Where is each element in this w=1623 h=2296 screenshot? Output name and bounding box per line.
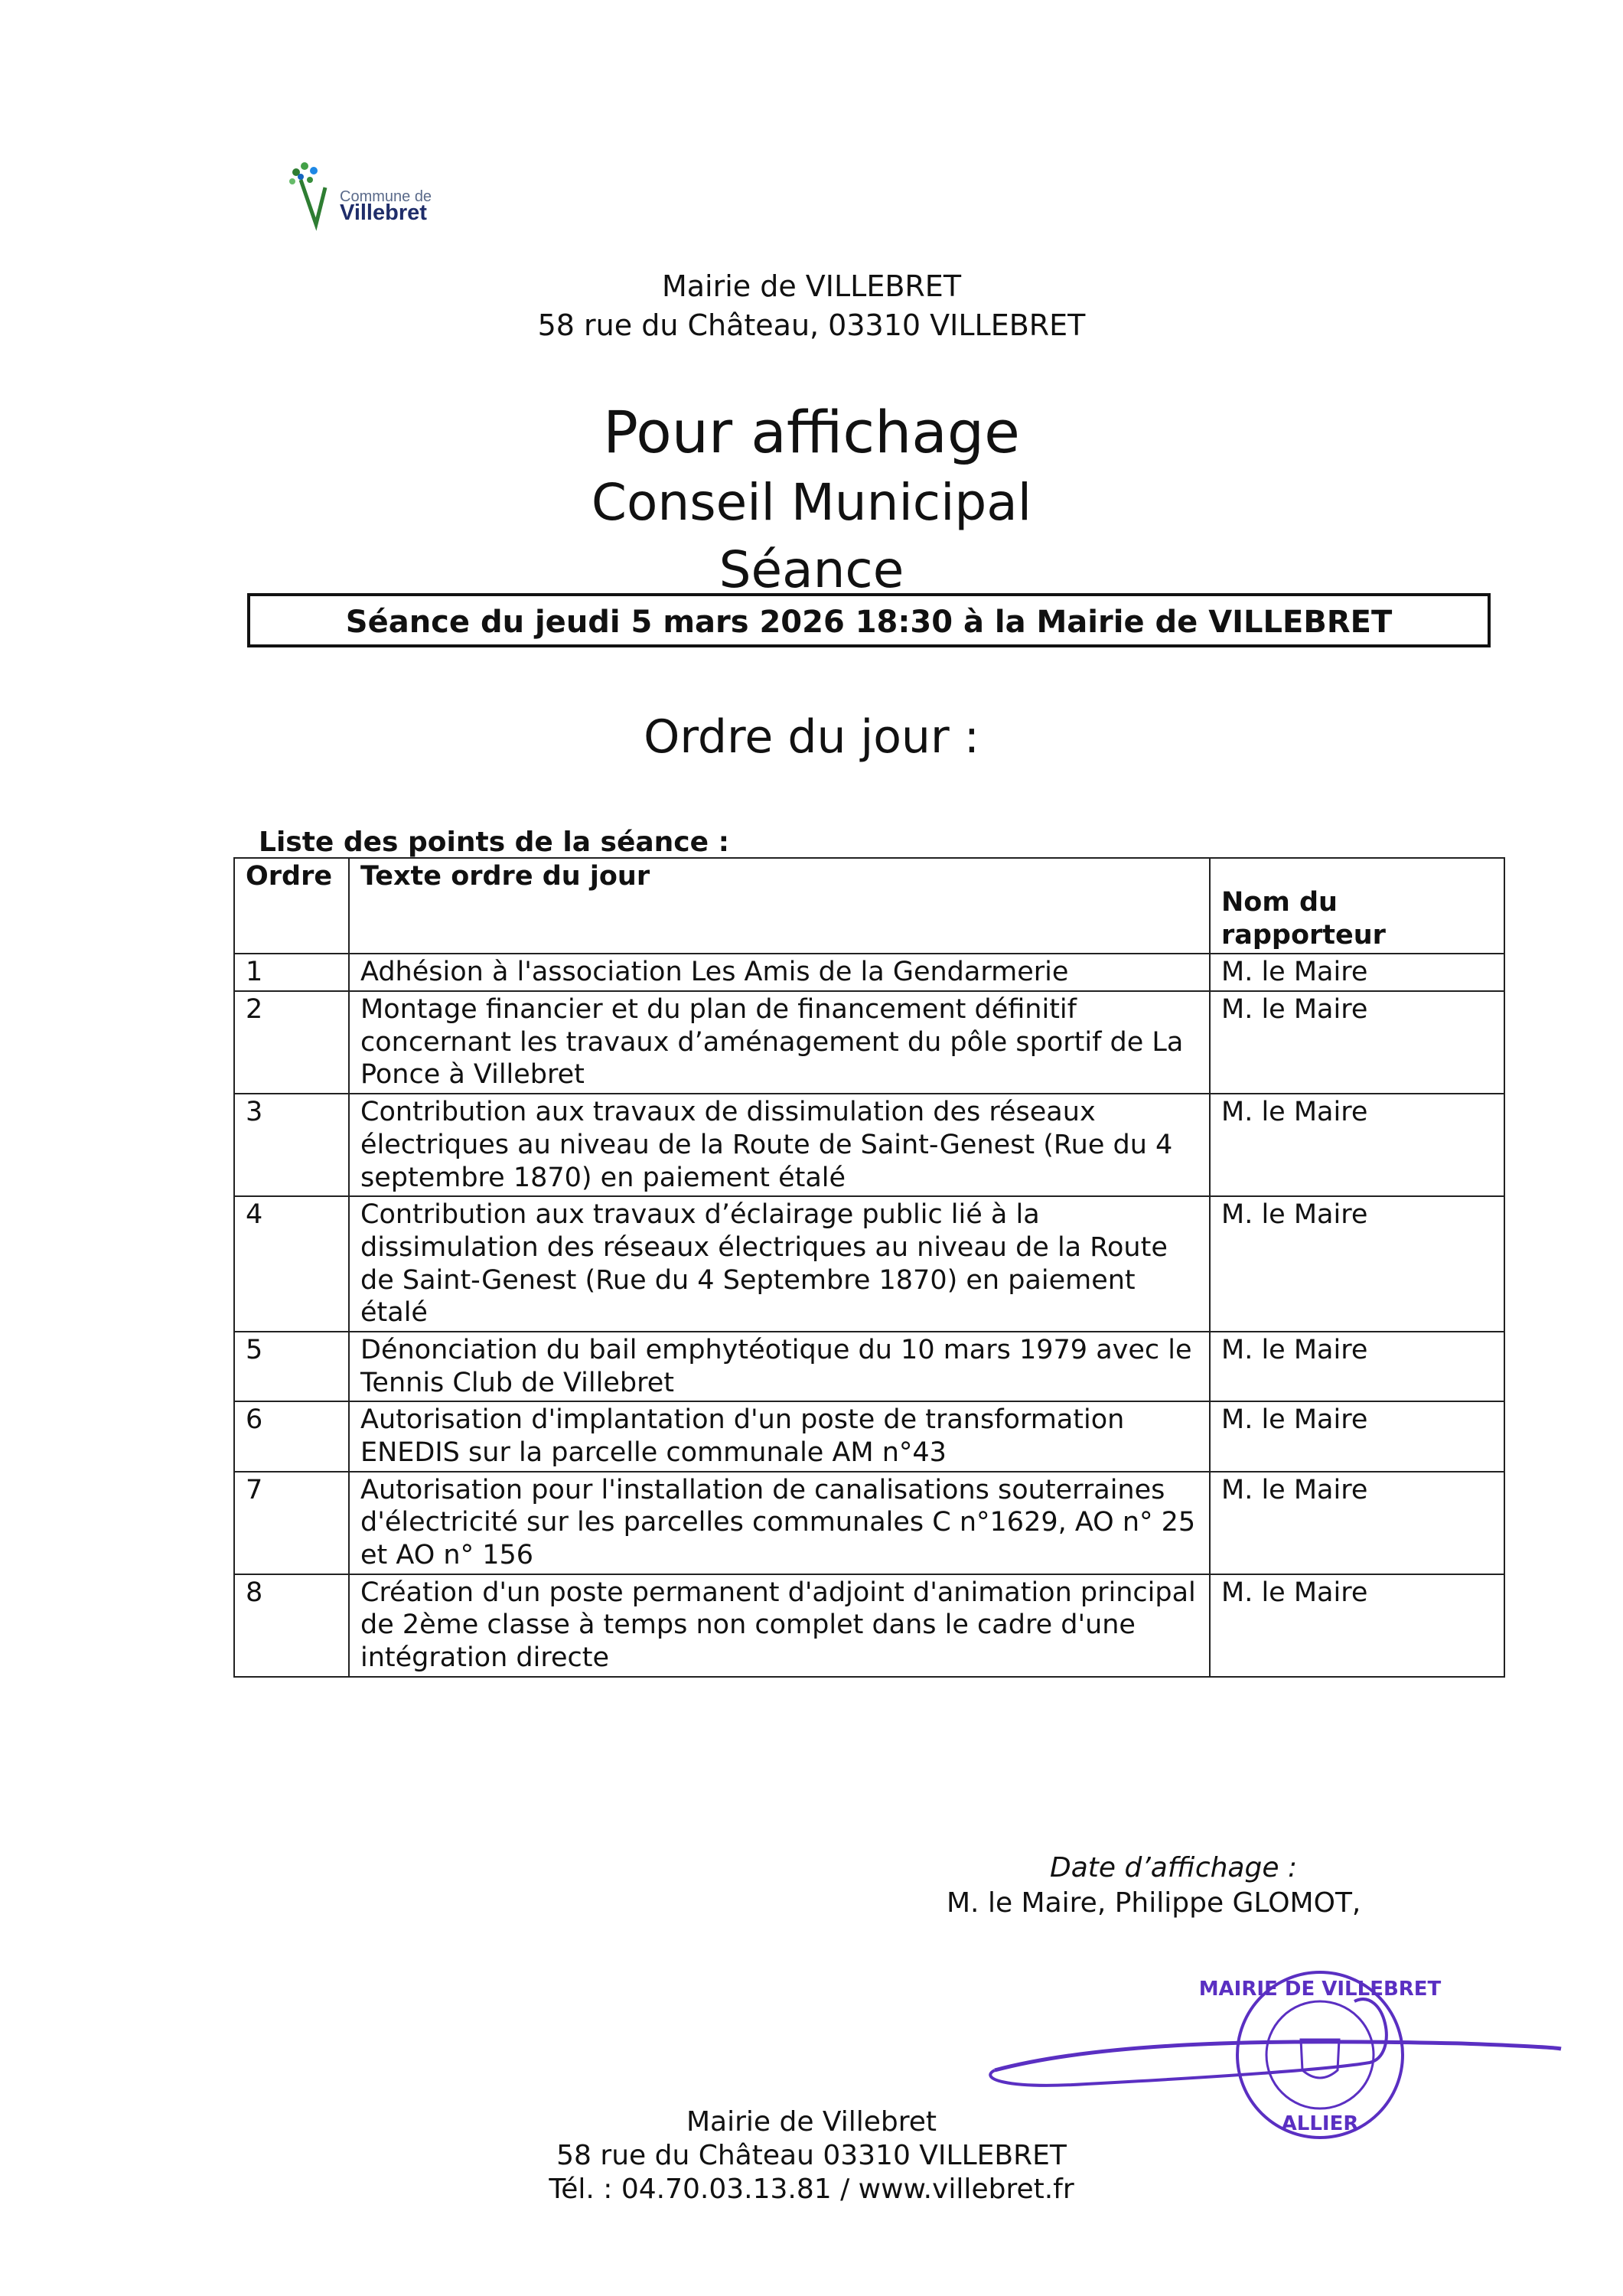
- logo-commune-name: Villebret: [340, 201, 427, 225]
- footer-contact: Tél. : 04.70.03.13.81 / www.villebret.fr: [549, 2174, 1074, 2205]
- signature-stroke: [995, 2042, 1561, 2070]
- row-text: Montage financier et du plan de financement définitif concernant les travaux d’aménagement du pôle sportif de La Ponce à Villebret: [349, 991, 1210, 1094]
- stamp-inner-ring: [1266, 2001, 1374, 2108]
- header-rapporteur: Nom du rapporteur: [1210, 858, 1504, 954]
- maire-signature-name: M. le Maire, Philippe GLOMOT,: [947, 1887, 1361, 1919]
- row-text: Adhésion à l'association Les Amis de la Gendarmerie: [349, 954, 1210, 991]
- table-row: [234, 1472, 1504, 1574]
- title-conseil: Conseil Municipal: [591, 473, 1032, 532]
- header-mairie: Mairie de VILLEBRET: [661, 269, 962, 303]
- seance-details: Séance du jeudi 5 mars 2026 18:30 à la Mairie de VILLEBRET: [345, 605, 1393, 640]
- date-affichage-label: Date d’affichage :: [1050, 1852, 1298, 1883]
- footer-address: 58 rue du Château 03310 VILLEBRET: [556, 2140, 1067, 2171]
- row-text: Dénonciation du bail emphytéotique du 10 mars 1979 avec le Tennis Club de Villebret: [349, 1332, 1210, 1401]
- table-header-row: [234, 858, 1504, 954]
- table-row: [234, 991, 1504, 1094]
- table-row: [234, 1332, 1504, 1401]
- crest-shape: [1301, 2040, 1339, 2078]
- row-number: 1: [234, 954, 349, 991]
- stamp-bottom-text: ALLIER: [1281, 2112, 1359, 2135]
- tree-icon: [289, 162, 325, 224]
- stamp-top-text: MAIRIE DE VILLEBRET: [1198, 1978, 1442, 2001]
- table-row: [234, 1094, 1504, 1196]
- agenda-table: [233, 857, 1505, 1678]
- header-address: 58 rue du Château, 03310 VILLEBRET: [537, 308, 1086, 342]
- row-rapporteur: M. le Maire: [1210, 991, 1504, 1094]
- row-text: Contribution aux travaux de dissimulation des réseaux électriques au niveau de la Route de Saint-Genest (Rue du 4 septembre 1870) en paiement étalé: [349, 1094, 1210, 1196]
- row-number: 6: [234, 1401, 349, 1471]
- list-title: Liste des points de la séance :: [259, 827, 729, 858]
- table-row: [234, 954, 1504, 991]
- row-text: Autorisation pour l'installation de canalisations souterraines d'électricité sur les parcelles communales C n°1629, AO n° 25 et AO n° 156: [349, 1472, 1210, 1574]
- row-rapporteur: M. le Maire: [1210, 1472, 1504, 1574]
- row-rapporteur: M. le Maire: [1210, 1574, 1504, 1677]
- footer-mairie: Mairie de Villebret: [686, 2106, 937, 2138]
- ordre-du-jour-heading: Ordre du jour :: [644, 710, 979, 764]
- row-rapporteur: M. le Maire: [1210, 1401, 1504, 1471]
- row-number: 7: [234, 1472, 349, 1574]
- row-rapporteur: M. le Maire: [1210, 1332, 1504, 1401]
- row-rapporteur: M. le Maire: [1210, 1094, 1504, 1196]
- header-texte: Texte ordre du jour: [349, 858, 1210, 954]
- row-number: 3: [234, 1094, 349, 1196]
- row-rapporteur: M. le Maire: [1210, 954, 1504, 991]
- title-pour-affichage: Pour affichage: [603, 398, 1020, 466]
- logo-commune-label: Commune de: [340, 188, 432, 205]
- row-number: 2: [234, 991, 349, 1094]
- header-ordre: Ordre: [234, 858, 349, 954]
- table-row: [234, 1196, 1504, 1332]
- table-row: [234, 1574, 1504, 1677]
- row-text: Autorisation d'implantation d'un poste de transformation ENEDIS sur la parcelle communale AM n°43: [349, 1401, 1210, 1471]
- title-seance: Séance: [719, 540, 904, 599]
- row-number: 4: [234, 1196, 349, 1332]
- row-rapporteur: M. le Maire: [1210, 1196, 1504, 1332]
- row-text: Création d'un poste permanent d'adjoint d'animation principal de 2ème classe à temps non complet dans le cadre d'une intégration directe: [349, 1574, 1210, 1677]
- table-row: [234, 1401, 1504, 1471]
- row-number: 5: [234, 1332, 349, 1401]
- row-number: 8: [234, 1574, 349, 1677]
- row-text: Contribution aux travaux d’éclairage public lié à la dissimulation des réseaux électriques au niveau de la Route de Saint-Genest (Rue du 4 Septembre 1870) en paiement étalé: [349, 1196, 1210, 1332]
